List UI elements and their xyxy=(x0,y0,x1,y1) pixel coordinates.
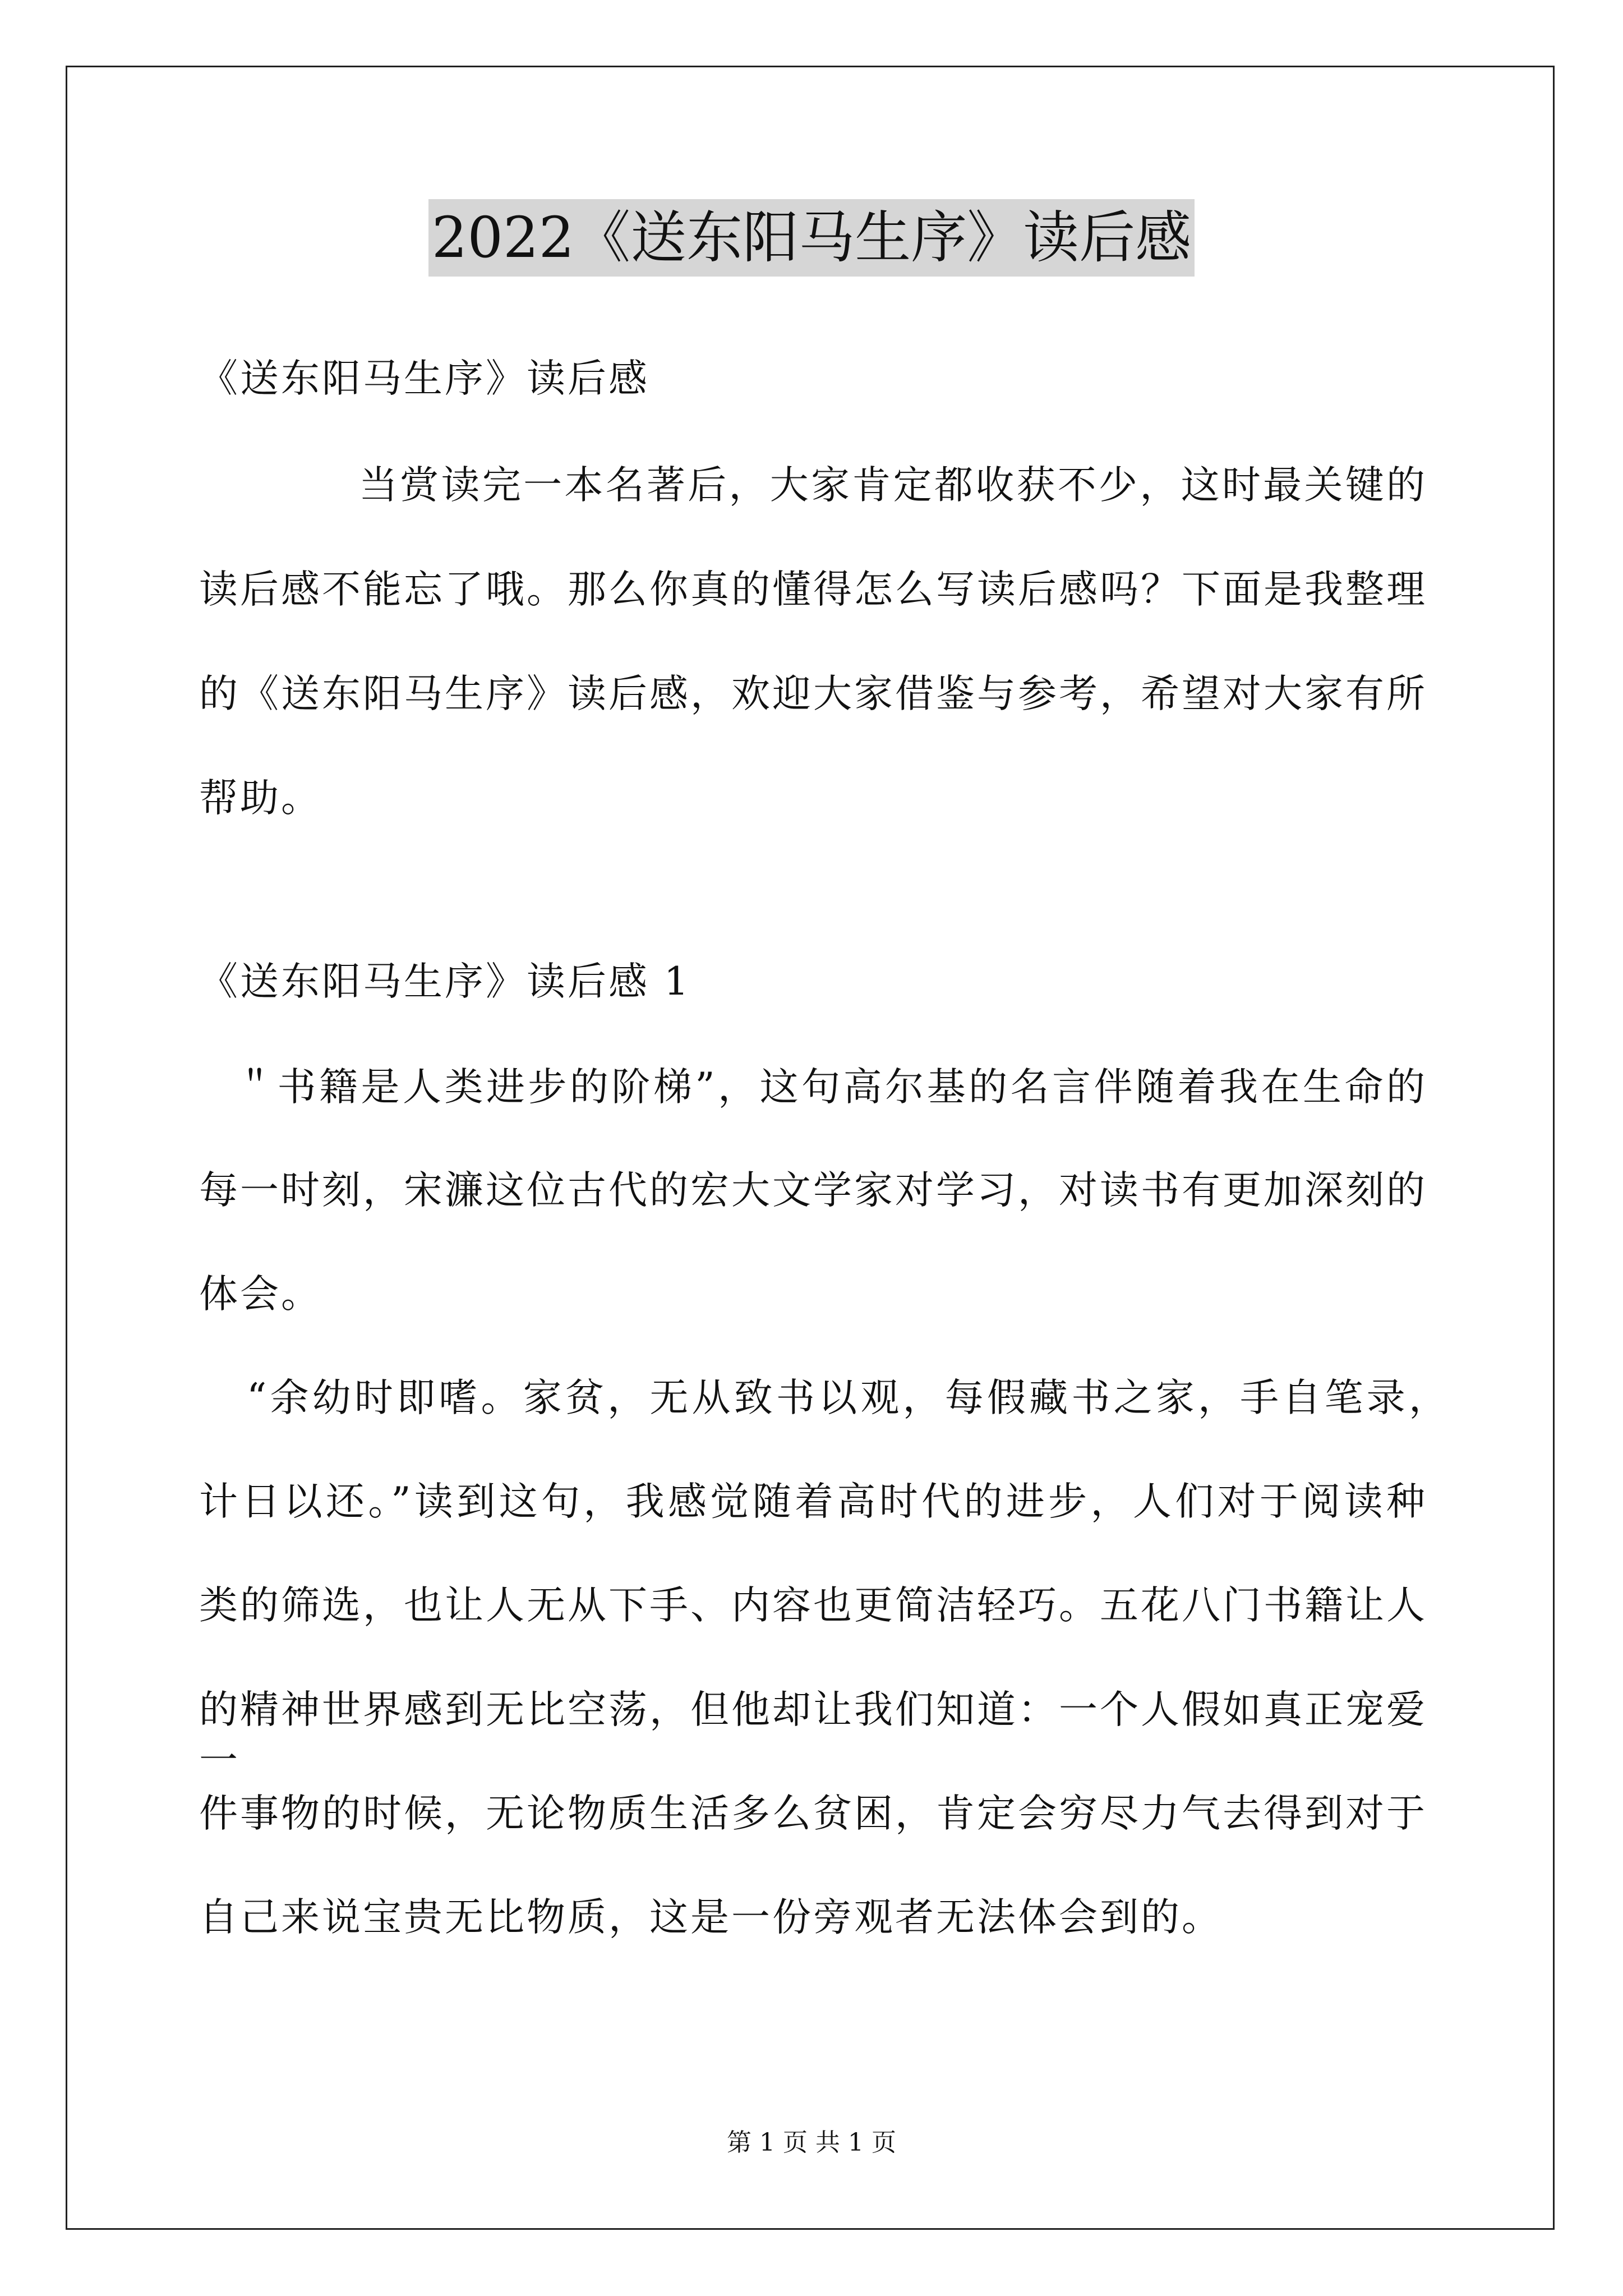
paragraph-line: 类的筛选，也让人无从下手、内容也更简洁轻巧。五花八门书籍让人 xyxy=(199,1583,1427,1628)
page-footer: 第 1 页 共 1 页 xyxy=(727,2128,896,2157)
paragraph-line: 件事物的时候，无论物质生活多么贫困，肯定会穷尽力气去得到对于 xyxy=(199,1791,1427,1836)
paragraph-line: 自己来说宝贵无比物质，这是一份旁观者无法体会到的。 xyxy=(199,1895,1223,1940)
title-container xyxy=(0,199,1623,277)
paragraph-line: 体会。 xyxy=(199,1272,322,1317)
paragraph-line: 的精神世界感到无比空荡，但他却让我们知道：一个人假如真正宠爱一 xyxy=(199,1687,1427,1783)
paragraph-line: 的《送东阳马生序》读后感，欢迎大家借鉴与参考，希望对大家有所 xyxy=(199,671,1427,716)
paragraph-line: 计日以还。”读到这句，我感觉随着高时代的进步，人们对于阅读种 xyxy=(199,1479,1427,1524)
paragraph-line: “余幼时即嗜。家贫，无从致书以观，每假藏书之家，手自笔录， xyxy=(247,1375,1450,1420)
paragraph-line: 当赏读完一本名著后，大家肯定都收获不少，这时最关键的 xyxy=(359,463,1427,508)
paragraph-line: 每一时刻，宋濂这位古代的宏大文学家对学习，对读书有更加深刻的 xyxy=(199,1168,1427,1213)
document-title: 2022《送东阳马生序》读后感 xyxy=(428,199,1195,277)
section-heading-1: 《送东阳马生序》读后感 1 xyxy=(199,959,691,1004)
paragraph-line: 读后感不能忘了哦。那么你真的懂得怎么写读后感吗？下面是我整理 xyxy=(199,567,1427,612)
section-heading-intro: 《送东阳马生序》读后感 xyxy=(199,356,649,401)
paragraph-line: ＂书籍是人类进步的阶梯”，这句高尔基的名言伴随着我在生命的 xyxy=(236,1065,1427,1110)
paragraph-line: 帮助。 xyxy=(199,776,322,821)
